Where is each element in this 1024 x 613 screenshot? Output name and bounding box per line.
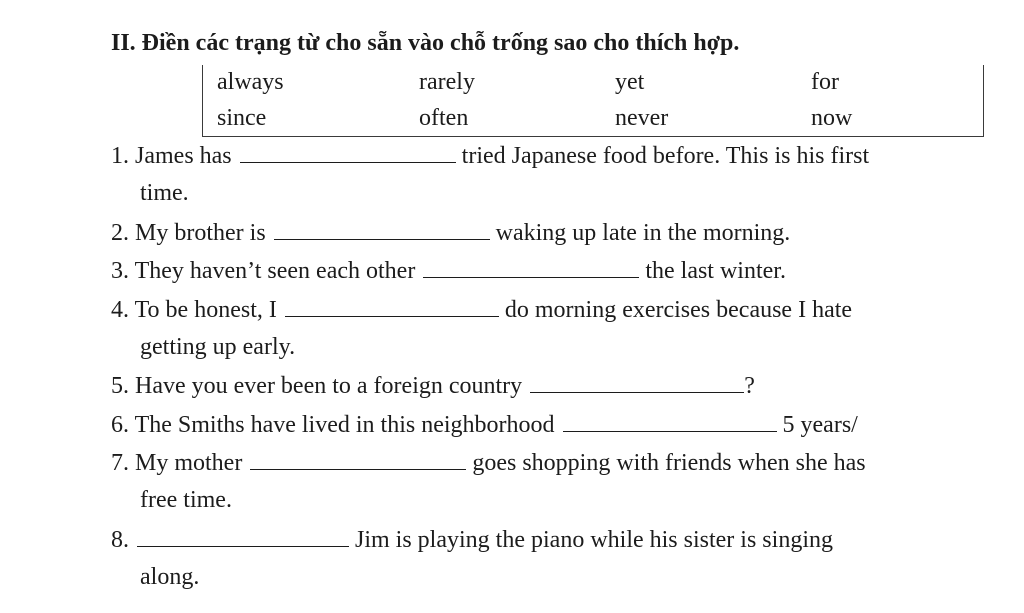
exercise-heading: II. Điền các trạng từ cho sẵn vào chỗ trống sao cho thích hợp. bbox=[111, 30, 740, 56]
word-bank-item: never bbox=[615, 105, 669, 131]
question-4-continued: getting up early. bbox=[140, 334, 296, 360]
answer-blank[interactable] bbox=[240, 142, 456, 163]
answer-blank[interactable] bbox=[274, 219, 490, 240]
question-text: 5 years/ bbox=[782, 412, 858, 438]
word-bank-item: always bbox=[217, 69, 284, 95]
answer-blank[interactable] bbox=[530, 372, 744, 393]
question-text: ? bbox=[744, 373, 755, 399]
word-bank-item: yet bbox=[615, 69, 645, 95]
question-8 bbox=[111, 526, 833, 554]
question-text: 7. My mother bbox=[111, 450, 243, 476]
word-bank-item: since bbox=[217, 105, 267, 131]
word-bank-item: for bbox=[811, 69, 839, 95]
word-bank-item: now bbox=[811, 105, 853, 131]
question-text: 5. Have you ever been to a foreign country bbox=[111, 373, 523, 399]
question-text: goes shopping with friends when she has bbox=[472, 450, 866, 476]
answer-blank[interactable] bbox=[423, 257, 639, 278]
question-3 bbox=[111, 257, 786, 285]
answer-blank[interactable] bbox=[137, 526, 349, 547]
question-1 bbox=[111, 142, 869, 170]
question-7-continued: free time. bbox=[140, 487, 232, 513]
question-text: 4. To be honest, I bbox=[111, 297, 277, 323]
answer-blank[interactable] bbox=[285, 296, 499, 317]
question-text: 2. My brother is bbox=[111, 220, 266, 246]
question-text: do morning exercises because I hate bbox=[504, 297, 853, 323]
answer-blank[interactable] bbox=[250, 449, 466, 470]
question-6 bbox=[111, 411, 858, 439]
question-text: 8. bbox=[111, 527, 129, 553]
question-text: waking up late in the morning. bbox=[495, 220, 791, 246]
question-5 bbox=[111, 372, 755, 400]
question-1-continued: time. bbox=[140, 180, 189, 206]
word-bank-box bbox=[202, 65, 984, 137]
question-text: tried Japanese food before. This is his first bbox=[461, 143, 870, 169]
question-4 bbox=[111, 296, 852, 324]
question-text: 3. They haven’t seen each other bbox=[111, 258, 416, 284]
question-8-continued: along. bbox=[140, 564, 200, 590]
question-text: 6. The Smiths have lived in this neighborhood bbox=[111, 412, 555, 438]
question-2 bbox=[111, 219, 790, 247]
word-bank-item: often bbox=[419, 105, 469, 131]
word-bank-item: rarely bbox=[419, 69, 475, 95]
answer-blank[interactable] bbox=[563, 411, 777, 432]
question-text: the last winter. bbox=[645, 258, 786, 284]
question-text: 1. James has bbox=[111, 143, 232, 169]
question-text: Jim is playing the piano while his sister is singing bbox=[355, 527, 833, 553]
question-7 bbox=[111, 449, 866, 477]
